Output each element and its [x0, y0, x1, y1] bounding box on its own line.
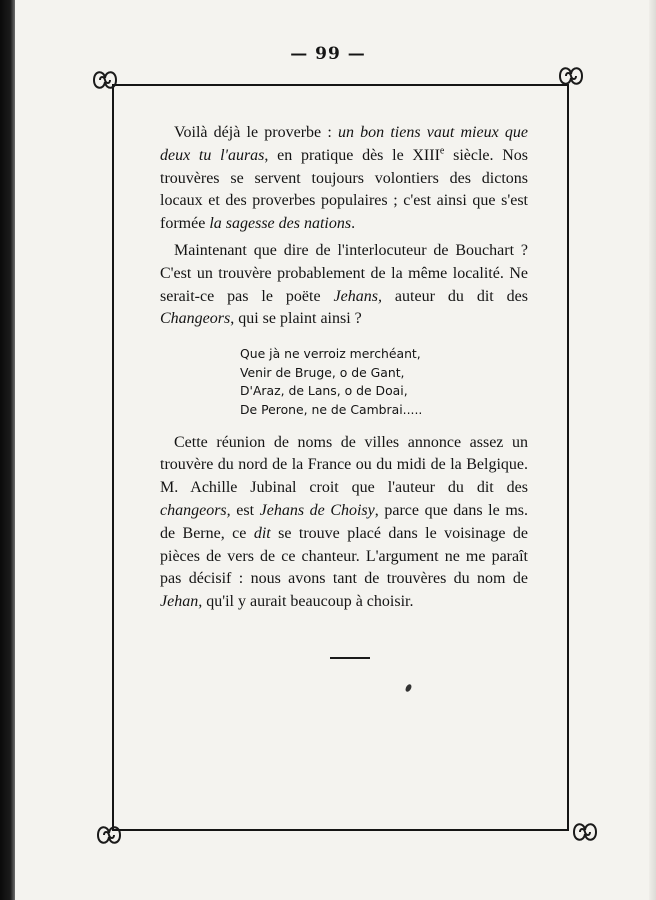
text-span: est	[230, 501, 260, 519]
corner-ornament-bottom-right-icon	[570, 818, 600, 846]
paragraph-proverb	[160, 122, 528, 236]
verse-line: D'Araz, de Lans, o de Doai,	[240, 383, 408, 399]
verse-quote	[240, 345, 528, 419]
italic-proverb: un bon tiens vaut mieux que deux tu l'auras	[160, 124, 528, 164]
text-span: se trouve placé dans le voisinage de pièces de vers de ce chanteur. L'argument ne me paraît pas décisif : nous avons tant de trouvères du nom de	[160, 524, 528, 588]
superscript: e	[439, 145, 445, 157]
italic-title: Changeors	[160, 310, 231, 328]
paragraph-argument	[160, 432, 528, 614]
text-span: Cette réunion de noms de villes annonce assez un trouvère du nord de la France ou du midi de la Belgique. M. Achille Jubinal croit que l'auteur du dit des	[160, 433, 528, 497]
paragraph-interlocutor	[160, 240, 528, 331]
text-span: Maintenant que dire de l'interlocuteur de Bouchart ? C'est un trouvère probablement de la même localité. Ne serait-ce pas le poëte	[160, 241, 528, 305]
italic-word: dit	[253, 524, 271, 542]
text-span: Voilà déjà le proverbe :	[174, 124, 338, 141]
italic-name: Jehan,	[160, 593, 203, 611]
body-text	[160, 122, 528, 614]
verse-line: Que jà ne verroiz merchéant,	[240, 346, 421, 362]
corner-ornament-top-right-icon	[556, 62, 586, 90]
italic-name: Jehans de Choisy	[259, 501, 375, 519]
page-number: — 99 —	[290, 44, 366, 64]
text-span: , parce que dans le ms. de Berne, ce	[160, 501, 528, 542]
text-span: auteur du dit des	[381, 287, 528, 305]
corner-ornament-top-left-icon	[90, 66, 120, 94]
section-end-rule	[330, 657, 370, 659]
book-spine-shadow	[0, 0, 15, 900]
italic-title: changeors,	[160, 501, 231, 519]
text-span: , qui se plaint ainsi ?	[230, 310, 362, 328]
text-span: .	[351, 215, 356, 233]
italic-name: Jehans,	[333, 287, 382, 305]
verse-line: De Perone, ne de Cambrai.....	[240, 401, 423, 417]
page-edge	[649, 0, 656, 900]
text-span: siècle. Nos trouvères se servent toujours volontiers des dictons locaux et des proverbes populaires ; c'est ainsi que s'est formée	[160, 146, 529, 233]
verse-line: Venir de Bruge, o de Gant,	[240, 364, 405, 380]
text-span: qu'il y aurait beaucoup à choisir.	[202, 593, 414, 611]
corner-ornament-bottom-left-icon	[94, 821, 124, 849]
italic-phrase: la sagesse des nations	[209, 215, 352, 233]
text-span: , en pratique dès le XIII	[264, 146, 440, 164]
